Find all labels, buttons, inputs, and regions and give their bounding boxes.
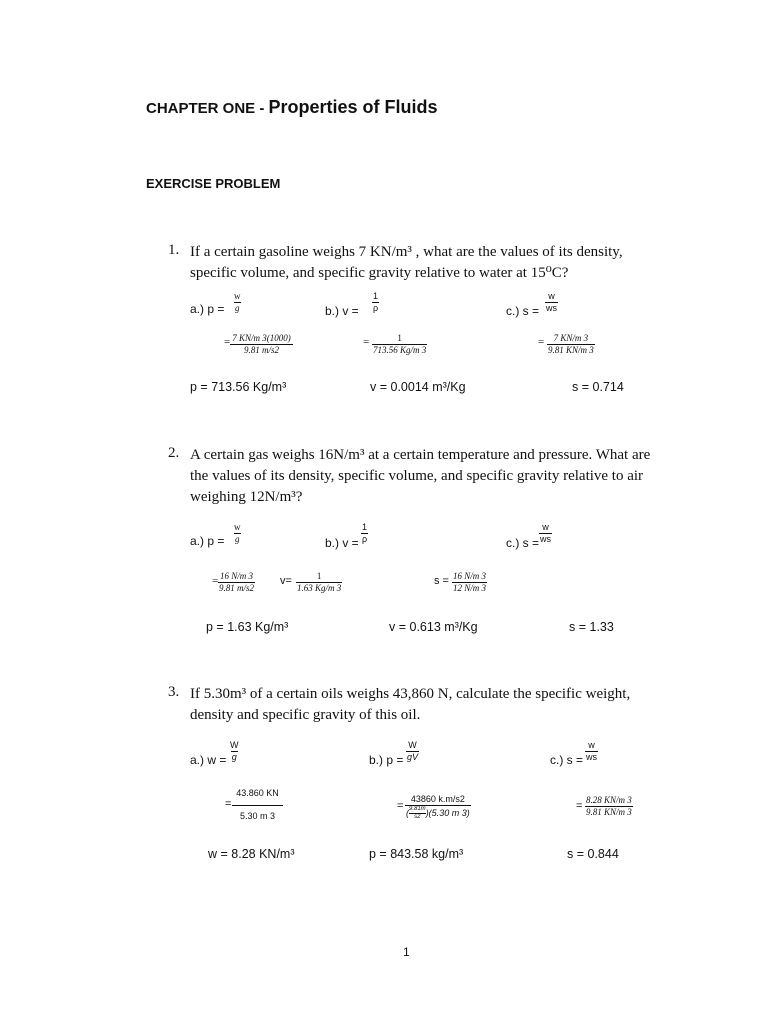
inner-numerator: 9.81m (409, 806, 426, 812)
denominator: g (235, 534, 240, 544)
denominator: 713.56 Kg/m 3 (373, 345, 427, 355)
numerator: 1 (362, 522, 368, 532)
denominator: 9.81 KN/m 3 (586, 807, 632, 817)
problem-3-answer-density: p = 843.58 kg/m³ (369, 847, 464, 861)
numerator: W (230, 740, 239, 750)
numerator: w (234, 291, 241, 301)
problem-2-answer-density: p = 1.63 Kg/m³ (206, 620, 289, 634)
problem-3-answer-specific-gravity: s = 0.844 (567, 847, 619, 861)
paren-rest: )(5.30 m 3) (425, 808, 470, 818)
numerator: w (548, 291, 555, 301)
denominator: g (235, 303, 240, 313)
problem-3-part-c-formula (585, 740, 598, 763)
problem-3-a-calc (232, 787, 283, 822)
problem-3-line: If 5.30m³ of a certain oils weighs 43,860 N, calculate the specific weight, (190, 686, 631, 702)
numerator: 1 (316, 571, 322, 581)
problem-1-a-calc (230, 333, 293, 356)
problem-1-line: specific volume, and specific gravity relative to water at 15⁰C? (190, 265, 569, 281)
problem-3-number: 3. (168, 684, 180, 700)
problem-1-text (190, 242, 650, 284)
denominator: ws (540, 534, 551, 544)
problem-2-a-calc (218, 571, 255, 594)
problem-1-c-calc (547, 333, 595, 356)
denominator: 12 N/m 3 (453, 583, 487, 593)
problem-3-part-a-label: a.) w = (190, 753, 227, 767)
chapter-prefix: CHAPTER ONE - (146, 100, 269, 117)
numerator: 1 (373, 291, 379, 301)
denominator: g (231, 752, 237, 762)
problem-1-part-c-formula (545, 291, 558, 314)
problem-2-a-equals: = (212, 575, 219, 587)
problem-2-line: weighing 12N/m³? (190, 489, 303, 505)
problem-1-b-equals: = (363, 336, 370, 348)
problem-3-b-equals: = (397, 800, 404, 812)
problem-1-answer-density: p = 713.56 Kg/m³ (190, 380, 287, 394)
problem-1-b-calc (372, 333, 427, 356)
problem-3-c-equals: = (576, 800, 583, 812)
numerator: w (234, 522, 241, 532)
problem-2-text (190, 445, 660, 508)
chapter-title: Properties of Fluids (268, 97, 438, 117)
inner-denominator: s2 (414, 814, 421, 820)
problem-3-line: density and specific gravity of this oil. (190, 707, 421, 723)
problem-3-text (190, 684, 660, 726)
problem-3-part-c-label: c.) s = (550, 753, 584, 767)
problem-3-c-calc (585, 795, 633, 818)
denominator (405, 805, 471, 821)
numerator: w (542, 522, 549, 532)
denominator: ws (546, 303, 557, 313)
problem-1-part-c-label: c.) s = (506, 304, 540, 318)
numerator: W (408, 740, 417, 750)
denominator: ρ (373, 303, 379, 313)
denominator: 1.63 Kg/m 3 (297, 583, 342, 593)
problem-2-part-c-formula (539, 522, 552, 545)
problem-1-part-a-formula (233, 291, 242, 314)
problem-1-part-a-label: a.) p = (190, 302, 225, 316)
exercise-heading: EXERCISE PROBLEM (146, 176, 281, 191)
problem-2-part-b-formula (361, 522, 368, 545)
problem-3-part-b-formula (406, 740, 419, 763)
problem-3-part-a-formula (229, 740, 240, 763)
numerator: w (588, 740, 595, 750)
chapter-heading (146, 97, 438, 118)
denominator: 5.30 m 3 (232, 805, 283, 822)
problem-2-line: A certain gas weighs 16N/m³ at a certain temperature and pressure. What are (190, 447, 651, 463)
problem-2-number: 2. (168, 445, 180, 461)
paren-open: ( (406, 808, 409, 818)
numerator: 16 N/m 3 (220, 571, 254, 581)
problem-1-answer-specific-gravity: s = 0.714 (572, 380, 624, 394)
problem-3-answer-specific-weight: w = 8.28 KN/m³ (208, 847, 295, 861)
numerator: 16 N/m 3 (453, 571, 487, 581)
problem-2-c-calc (452, 571, 487, 594)
numerator: 43860 k.m/s2 (410, 794, 465, 804)
problem-3-b-calc (405, 794, 471, 821)
problem-2-answer-specific-gravity: s = 1.33 (569, 620, 614, 634)
denominator: ws (586, 752, 597, 762)
problem-1-part-b-label: b.) v = (325, 304, 359, 318)
denominator: 9.81 m/s2 (230, 344, 293, 356)
problem-1-part-b-formula (372, 291, 379, 314)
page-number: 1 (403, 945, 410, 959)
numerator: 7 KN/m 3 (553, 333, 589, 343)
problem-2-part-c-label: c.) s = (506, 536, 540, 550)
problem-2-part-b-label: b.) v = (325, 536, 359, 550)
denominator: gV (407, 752, 419, 762)
problem-1-answer-specific-volume: v = 0.0014 m³/Kg (370, 380, 466, 394)
problem-2-answer-specific-volume: v = 0.613 m³/Kg (389, 620, 478, 634)
denominator: 9.81 KN/m 3 (548, 345, 594, 355)
problem-1-a-equals: = (224, 336, 231, 348)
problem-1-line: If a certain gasoline weighs 7 KN/m³ , what are the values of its density, (190, 244, 623, 260)
inner-fraction (409, 806, 426, 821)
problem-3-part-b-label: b.) p = (369, 753, 404, 767)
numerator: 43.860 KN (236, 788, 279, 798)
problem-2-b-calc (296, 571, 342, 594)
denominator: 9.81 m/s2 (219, 583, 255, 593)
problem-2-c-equals: s = (434, 575, 449, 587)
numerator: 7 KN/m 3(1000) (232, 333, 291, 343)
problem-2-line: the values of its density, specific volume, and specific gravity relative to air (190, 468, 644, 484)
problem-1-c-equals: = (538, 336, 545, 348)
problem-2-part-a-formula (233, 522, 242, 545)
problem-1-number: 1. (168, 242, 180, 258)
problem-3-a-equals: = (225, 798, 232, 810)
numerator: 1 (397, 333, 402, 343)
problem-2-part-a-label: a.) p = (190, 534, 225, 548)
numerator: 8.28 KN/m 3 (586, 795, 632, 805)
problem-2-b-equals: v= (280, 575, 292, 587)
denominator: ρ (362, 534, 368, 544)
